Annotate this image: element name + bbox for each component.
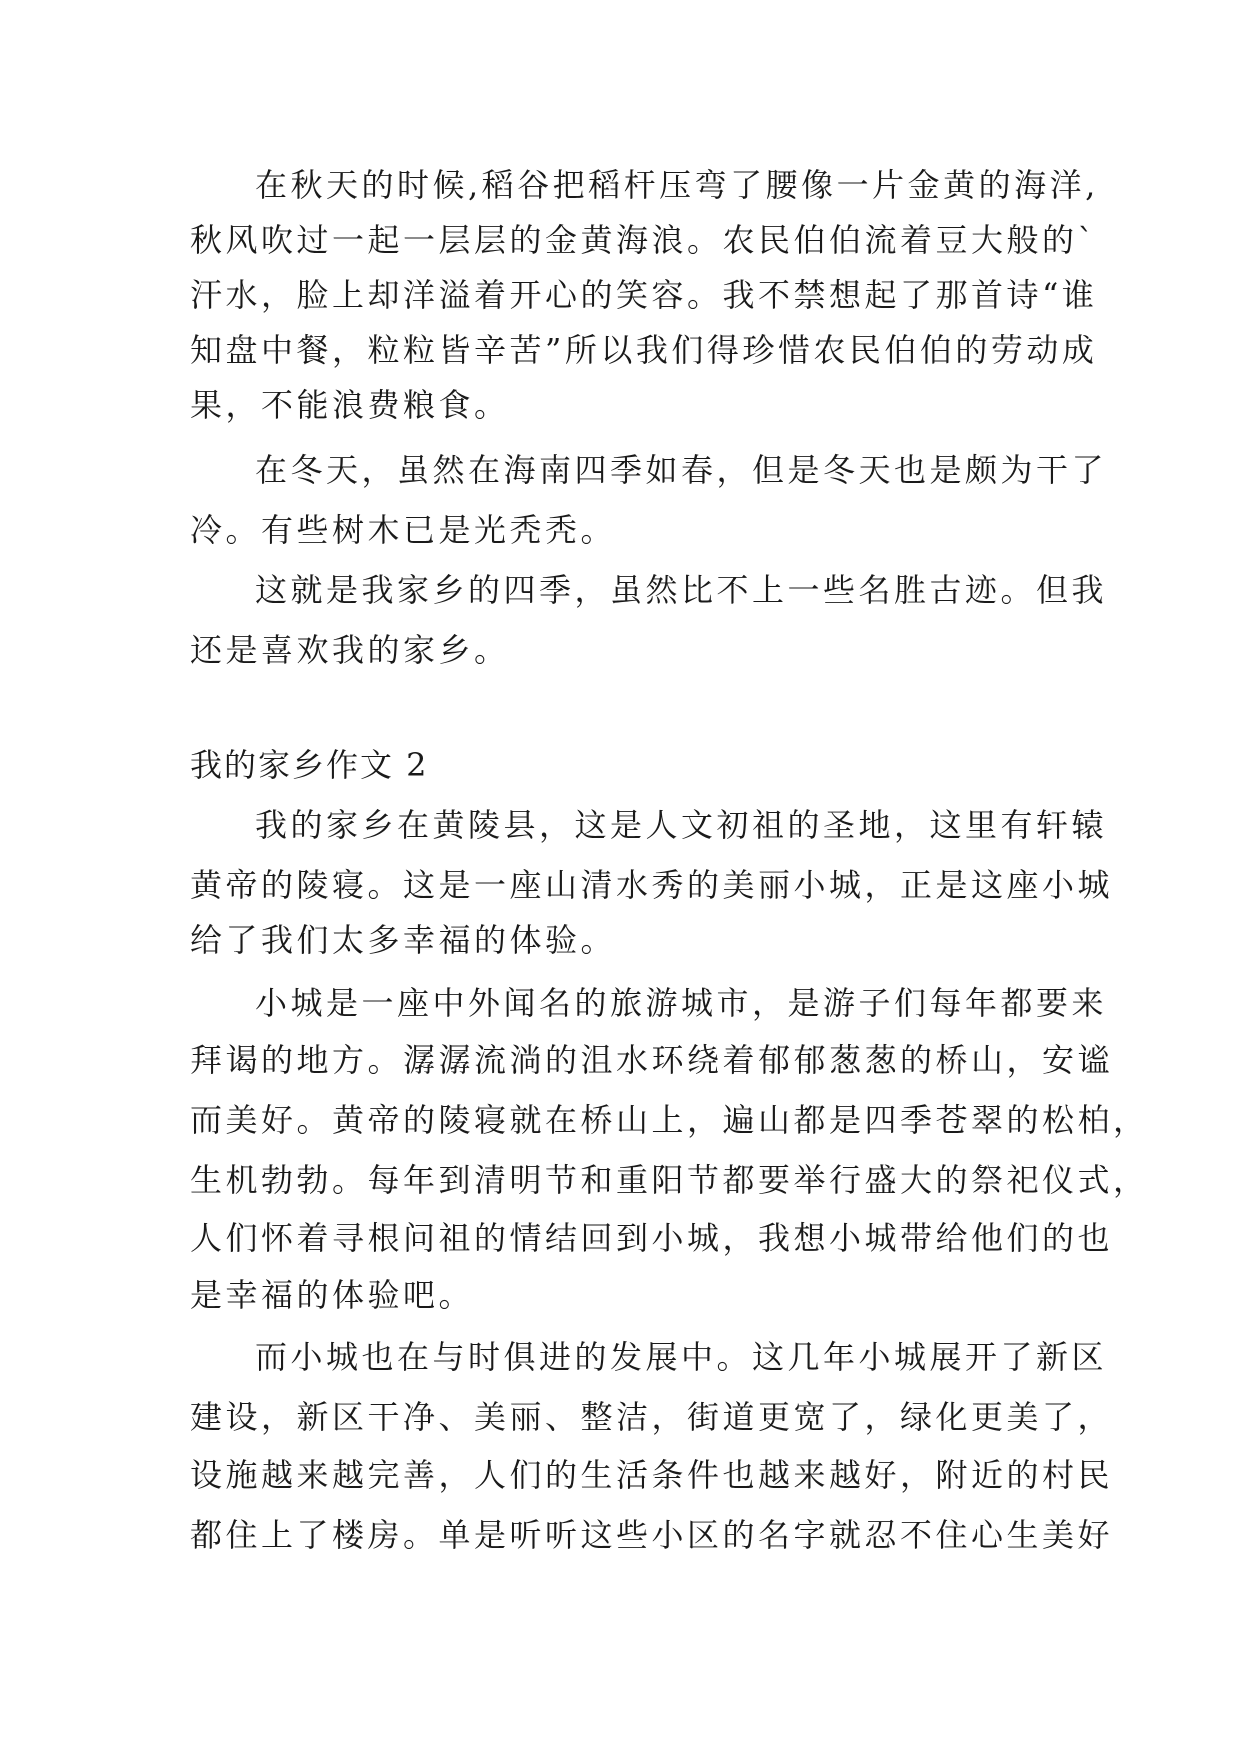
text-line: 生机勃勃。每年到清明节和重阳节都要举行盛大的祭祀仪式， <box>190 1161 1149 1199</box>
text-line: 给了我们太多幸福的体验。 <box>190 921 617 959</box>
text-line: 冷。有些树木已是光秃秃。 <box>190 511 617 549</box>
section-heading: 我的家乡作文 2 <box>190 746 429 784</box>
text-line: 我的家乡在黄陵县，这是人文初祖的圣地，这里有轩辕 <box>255 806 1108 844</box>
text-line: 黄帝的陵寝。这是一座山清水秀的美丽小城，正是这座小城 <box>190 866 1114 904</box>
text-line: 还是喜欢我的家乡。 <box>190 631 510 669</box>
text-line: 建设，新区干净、美丽、整洁，街道更宽了，绿化更美了， <box>190 1398 1114 1436</box>
text-line: 知盘中餐，粒粒皆辛苦”所以我们得珍惜农民伯伯的劳动成 <box>190 331 1098 369</box>
text-line: 拜谒的地方。潺潺流淌的沮水环绕着郁郁葱葱的桥山，安谧 <box>190 1041 1114 1079</box>
text-line: 在秋天的时候,稻谷把稻杆压弯了腰像一片金黄的海洋, <box>255 166 1099 204</box>
text-line: 这就是我家乡的四季，虽然比不上一些名胜古迹。但我 <box>255 571 1108 609</box>
text-line: 都住上了楼房。单是听听这些小区的名字就忍不住心生美好 <box>190 1516 1114 1554</box>
text-line: 小城是一座中外闻名的旅游城市，是游子们每年都要来 <box>255 984 1108 1022</box>
text-line: 汗水，脸上却洋溢着开心的笑容。我不禁想起了那首诗“谁 <box>190 276 1098 314</box>
text-line: 而美好。黄帝的陵寝就在桥山上，遍山都是四季苍翠的松柏， <box>190 1101 1149 1139</box>
text-line: 在冬天，虽然在海南四季如春，但是冬天也是颇为干了 <box>255 451 1108 489</box>
text-line: 秋风吹过一起一层层的金黄海浪。农民伯伯流着豆大般的` <box>190 221 1098 259</box>
text-line: 而小城也在与时俱进的发展中。这几年小城展开了新区 <box>255 1338 1108 1376</box>
text-line: 是幸福的体验吧。 <box>190 1276 475 1314</box>
text-line: 设施越来越完善，人们的生活条件也越来越好，附近的村民 <box>190 1456 1114 1494</box>
text-line: 人们怀着寻根问祖的情结回到小城，我想小城带给他们的也 <box>190 1219 1114 1257</box>
text-line: 果，不能浪费粮食。 <box>190 386 510 424</box>
